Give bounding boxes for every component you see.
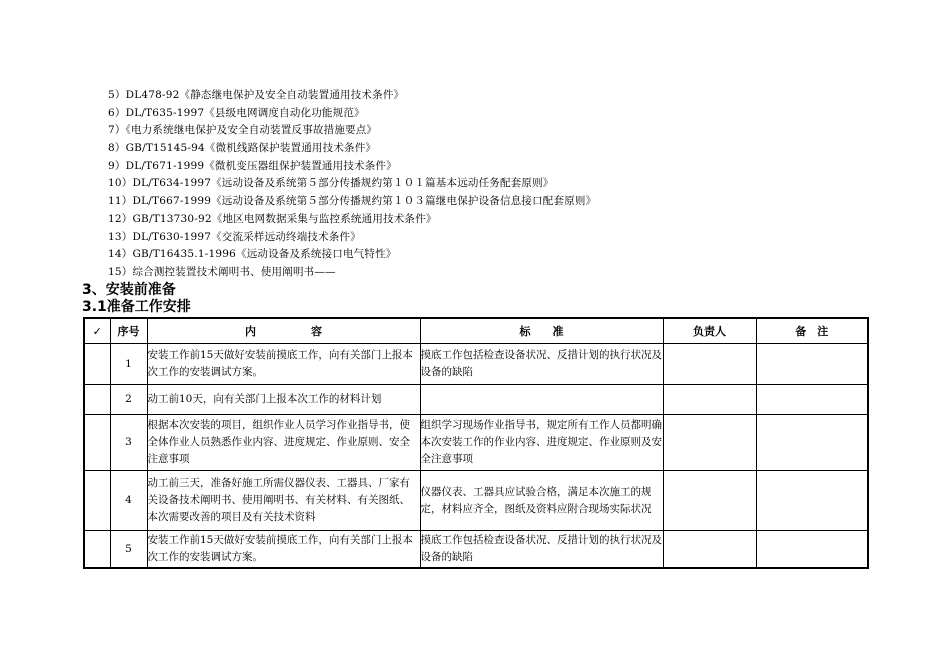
- reference-item: 15）综合测控装置技术阐明书、使用阐明书——: [108, 265, 336, 278]
- content-cell-text: 动工前三天，准备好施工所需仪器仪表、工器具、厂家有关设备技术阐明书、使用阐明书、有关材料、有关图纸、本次需要改善的项目及有关技术资料: [147, 476, 410, 523]
- check-cell[interactable]: [84, 415, 110, 471]
- table-row: [84, 344, 868, 385]
- remarks-column-header: 备 注: [756, 318, 868, 344]
- content-cell: [147, 471, 420, 531]
- content-cell: 安装工作前15天做好安装前摸底工作，向有关部门上报本次工作的安装调试方案。: [147, 531, 420, 569]
- reference-item: 12）GB/T13730-92《地区电网数据采集与监控系统通用技术条件》: [108, 212, 437, 225]
- check-cell[interactable]: [84, 531, 110, 569]
- reference-list: [108, 87, 596, 282]
- seq-cell: 4: [110, 471, 147, 531]
- table-header-row: [84, 318, 868, 344]
- check-cell[interactable]: [84, 471, 110, 531]
- seq-column-header: 序号: [110, 318, 147, 344]
- table-row: [84, 385, 868, 415]
- standard-cell: 仪器仪表、工器具应试验合格，满足本次施工的规定，材料应齐全，图纸及资料应附合现场实际状况: [420, 471, 663, 531]
- content-cell: 动工前10天，向有关部门上报本次工作的材料计划: [147, 385, 420, 415]
- content-cell: 安装工作前15天做好安装前摸底工作，向有关部门上报本次工作的安装调试方案。: [147, 344, 420, 385]
- reference-item: 14）GB/T16435.1-1996《远动设备及系统接口电气特性》: [108, 248, 397, 261]
- content-column-header: 内 容: [147, 318, 420, 344]
- table-row: [84, 415, 868, 471]
- responsible-cell: [663, 344, 756, 385]
- remarks-cell: [756, 471, 868, 531]
- remarks-cell: [756, 531, 868, 569]
- reference-item: 7）《电力系统继电保护及安全自动装置反事故措施要点》: [108, 124, 378, 137]
- reference-item: 11）DL/T667-1999《远动设备及系统第５部分传播规约第１０３篇继电保护设备信息接口配套原则》: [108, 195, 597, 208]
- responsible-column-header: 负责人: [663, 318, 756, 344]
- reference-item: 5）DL478-92《静态继电保护及安全自动装置通用技术条件》: [108, 89, 405, 101]
- reference-item: 9）DL/T671-1999《微机变压器组保护装置通用技术条件》: [108, 159, 397, 172]
- standard-cell: 摸底工作包括检查设备状况、反措计划的执行状况及设备的缺陷: [420, 531, 663, 569]
- standard-cell: [420, 385, 663, 415]
- preparation-table: [83, 317, 869, 569]
- seq-cell: 2: [110, 385, 147, 415]
- reference-item: 10）DL/T634-1997《远动设备及系统第５部分传播规约第１０１篇基本远动任务配套原则》: [108, 177, 554, 190]
- standard-cell: 摸底工作包括检查设备状况、反措计划的执行状况及设备的缺陷: [420, 344, 663, 385]
- check-cell[interactable]: [84, 344, 110, 385]
- seq-cell: 5: [110, 531, 147, 569]
- responsible-cell: [663, 531, 756, 569]
- responsible-cell: [663, 471, 756, 531]
- check-column-header: ✓: [84, 318, 110, 344]
- remarks-cell: [756, 344, 868, 385]
- standard-column-header: 标 准: [420, 318, 663, 344]
- seq-cell: 3: [110, 415, 147, 471]
- remarks-cell: [756, 415, 868, 471]
- table-row: [84, 531, 868, 569]
- responsible-cell: [663, 385, 756, 415]
- responsible-cell: [663, 415, 756, 471]
- reference-item: 8）GB/T15145-94《微机线路保护装置通用技术条件》: [108, 142, 377, 155]
- section-heading: 3、安装前准备: [82, 282, 176, 298]
- table-row: [84, 471, 868, 531]
- content-cell: 根据本次安装的项目，组织作业人员学习作业指导书，使全体作业人员熟悉作业内容、进度规定、作业原则、安全注意事项: [147, 415, 420, 471]
- subsection-heading: 3.1准备工作安排: [82, 299, 191, 315]
- check-cell[interactable]: [84, 385, 110, 415]
- seq-cell: 1: [110, 344, 147, 385]
- reference-item: 6）DL/T635-1997《县级电网调度自动化功能规范》: [108, 106, 365, 119]
- reference-item: 13）DL/T630-1997《交流采样远动终端技术条件》: [108, 230, 361, 243]
- remarks-cell: [756, 385, 868, 415]
- standard-cell: 组织学习现场作业指导书，规定所有工作人员都明确本次安装工作的作业内容、进度规定、作业原则及安全注意事项: [420, 415, 663, 471]
